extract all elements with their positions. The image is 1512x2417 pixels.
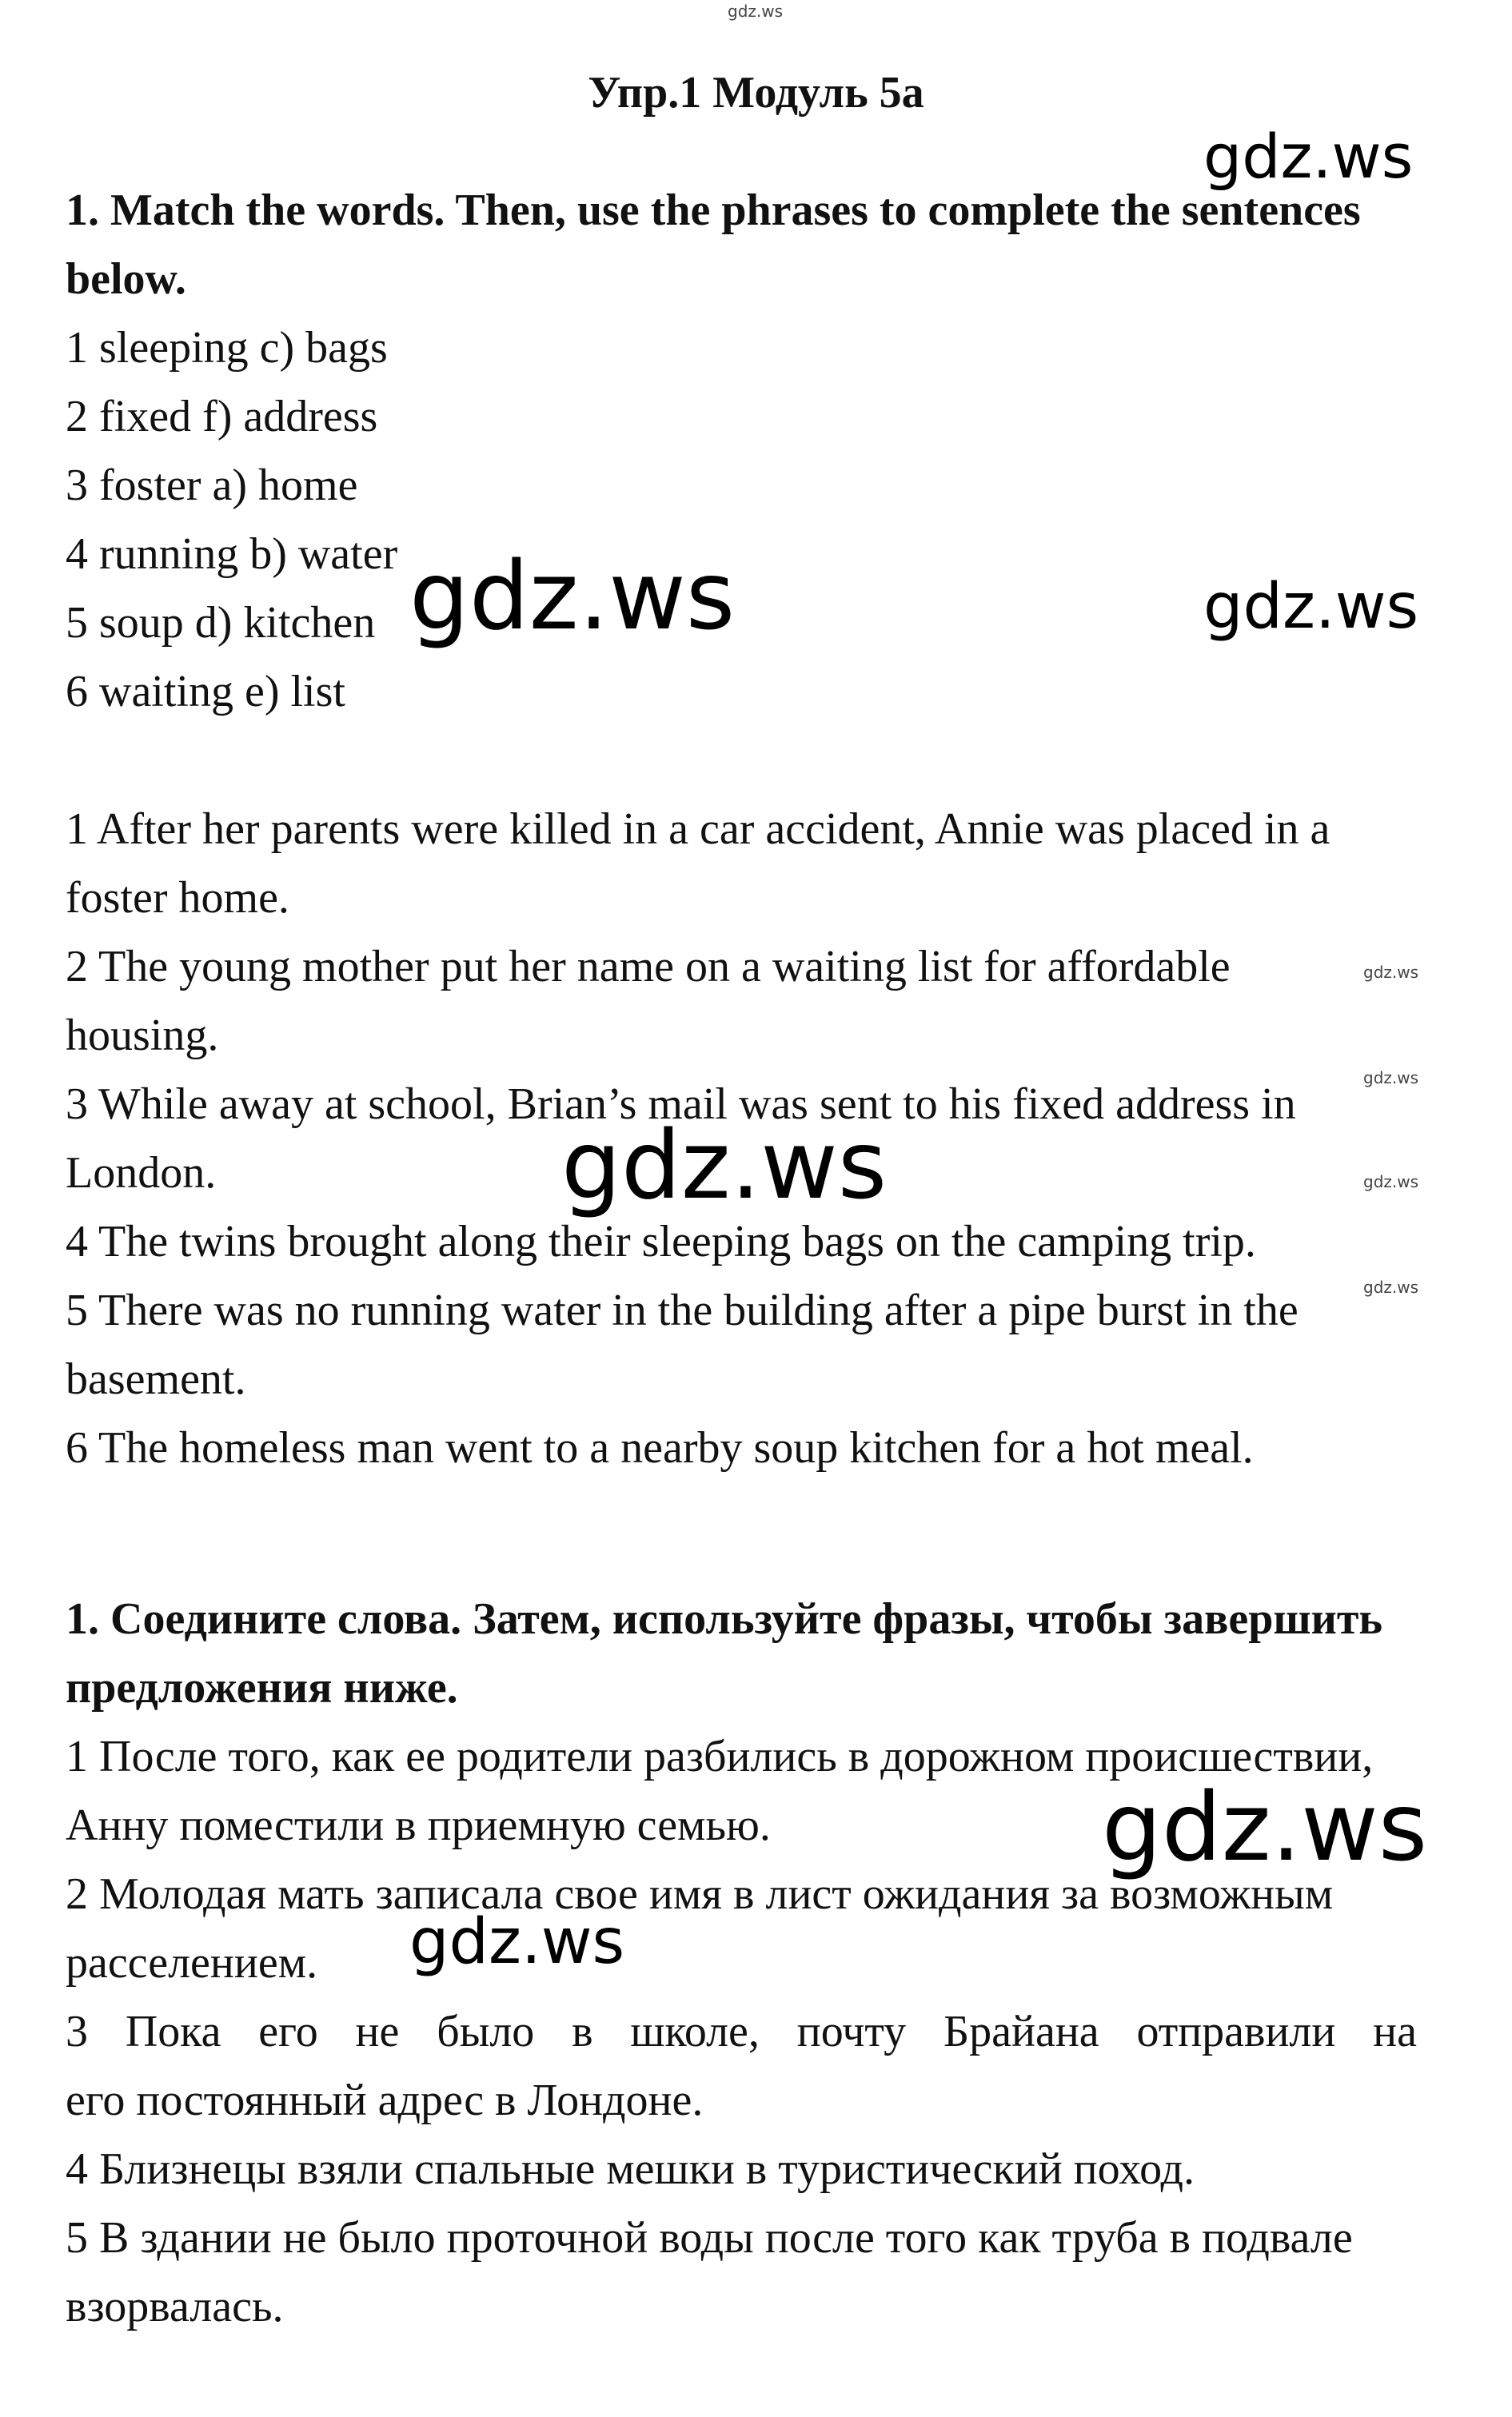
sentence-en-line: 1 After her parents were killed in a car accident, Annie was placed in a [66, 804, 1330, 854]
sentence-ru-line: расселением. [66, 1938, 318, 1988]
match-item: 3 foster a) home [66, 461, 358, 510]
watermark-top-right: gdz.ws [1203, 121, 1414, 192]
watermark-large-right: gdz.ws [1102, 1772, 1428, 1882]
watermark-large-center: gdz.ws [561, 1110, 888, 1220]
sentence-ru-line: его постоянный адрес в Лондоне. [66, 2076, 704, 2125]
sentence-en-line: housing. [66, 1011, 219, 1060]
sentence-en-line: 5 There was no running water in the building after a pipe burst in the [66, 1286, 1299, 1335]
task-heading-en-line2: below. [66, 254, 186, 304]
match-item: 2 fixed f) address [66, 392, 378, 441]
page-title: Упр.1 Модуль 5a [588, 68, 924, 118]
sentence-en-line: foster home. [66, 873, 289, 923]
sentence-ru-line: 3 Пока его не было в школе, почту Брайана отправили на [66, 2007, 1417, 2056]
watermark-right: gdz.ws [1203, 571, 1419, 643]
task-heading-en-line1: 1. Match the words. Then, use the phrases to complete the sentences [66, 185, 1361, 235]
watermark-tiny: gdz.ws [1363, 963, 1419, 982]
sentence-en-line: 3 While away at school, Brian’s mail was sent to his fixed address in [66, 1079, 1296, 1129]
sentence-ru-line: 1 После того, как ее родители разбились в дорожном происшествии, [66, 1732, 1374, 1781]
sentence-en-line: 6 The homeless man went to a nearby soup kitchen for a hot meal. [66, 1423, 1254, 1473]
watermark-mid-left: gdz.ws [409, 1906, 625, 1978]
sentence-ru-line: 4 Близнецы взяли спальные мешки в туристический поход. [66, 2144, 1195, 2194]
sentence-ru-line: взорвалась. [66, 2282, 284, 2331]
task-heading-ru-line1: 1. Соедините слова. Затем, используйте фразы, чтобы завершить [66, 1594, 1383, 1644]
sentence-en-line: 2 The young mother put her name on a waiting list for affordable [66, 942, 1231, 991]
match-item: 1 sleeping c) bags [66, 323, 388, 373]
sentence-en-line: 4 The twins brought along their sleeping bags on the camping trip. [66, 1217, 1256, 1266]
watermark-tiny: gdz.ws [1363, 1068, 1419, 1087]
sentence-ru-line: 5 В здании не было проточной воды после того как труба в подвале [66, 2213, 1353, 2263]
sentence-ru-line: Анну поместили в приемную семью. [66, 1801, 771, 1850]
watermark-large-left: gdz.ws [409, 540, 736, 651]
watermark-tiny: gdz.ws [1363, 1278, 1419, 1297]
sentence-ru-line: 2 Молодая мать записала свое имя в лист ожидания за возможным [66, 1869, 1334, 1919]
match-item: 6 waiting e) list [66, 667, 345, 716]
watermark-tiny-top: gdz.ws [728, 2, 784, 21]
sentence-en-line: basement. [66, 1354, 246, 1404]
watermark-tiny: gdz.ws [1363, 1172, 1419, 1191]
sentence-en-line: London. [66, 1148, 217, 1198]
match-item: 5 soup d) kitchen [66, 598, 376, 648]
task-heading-ru-line2: предложения ниже. [66, 1663, 458, 1713]
match-item: 4 running b) water [66, 529, 398, 579]
